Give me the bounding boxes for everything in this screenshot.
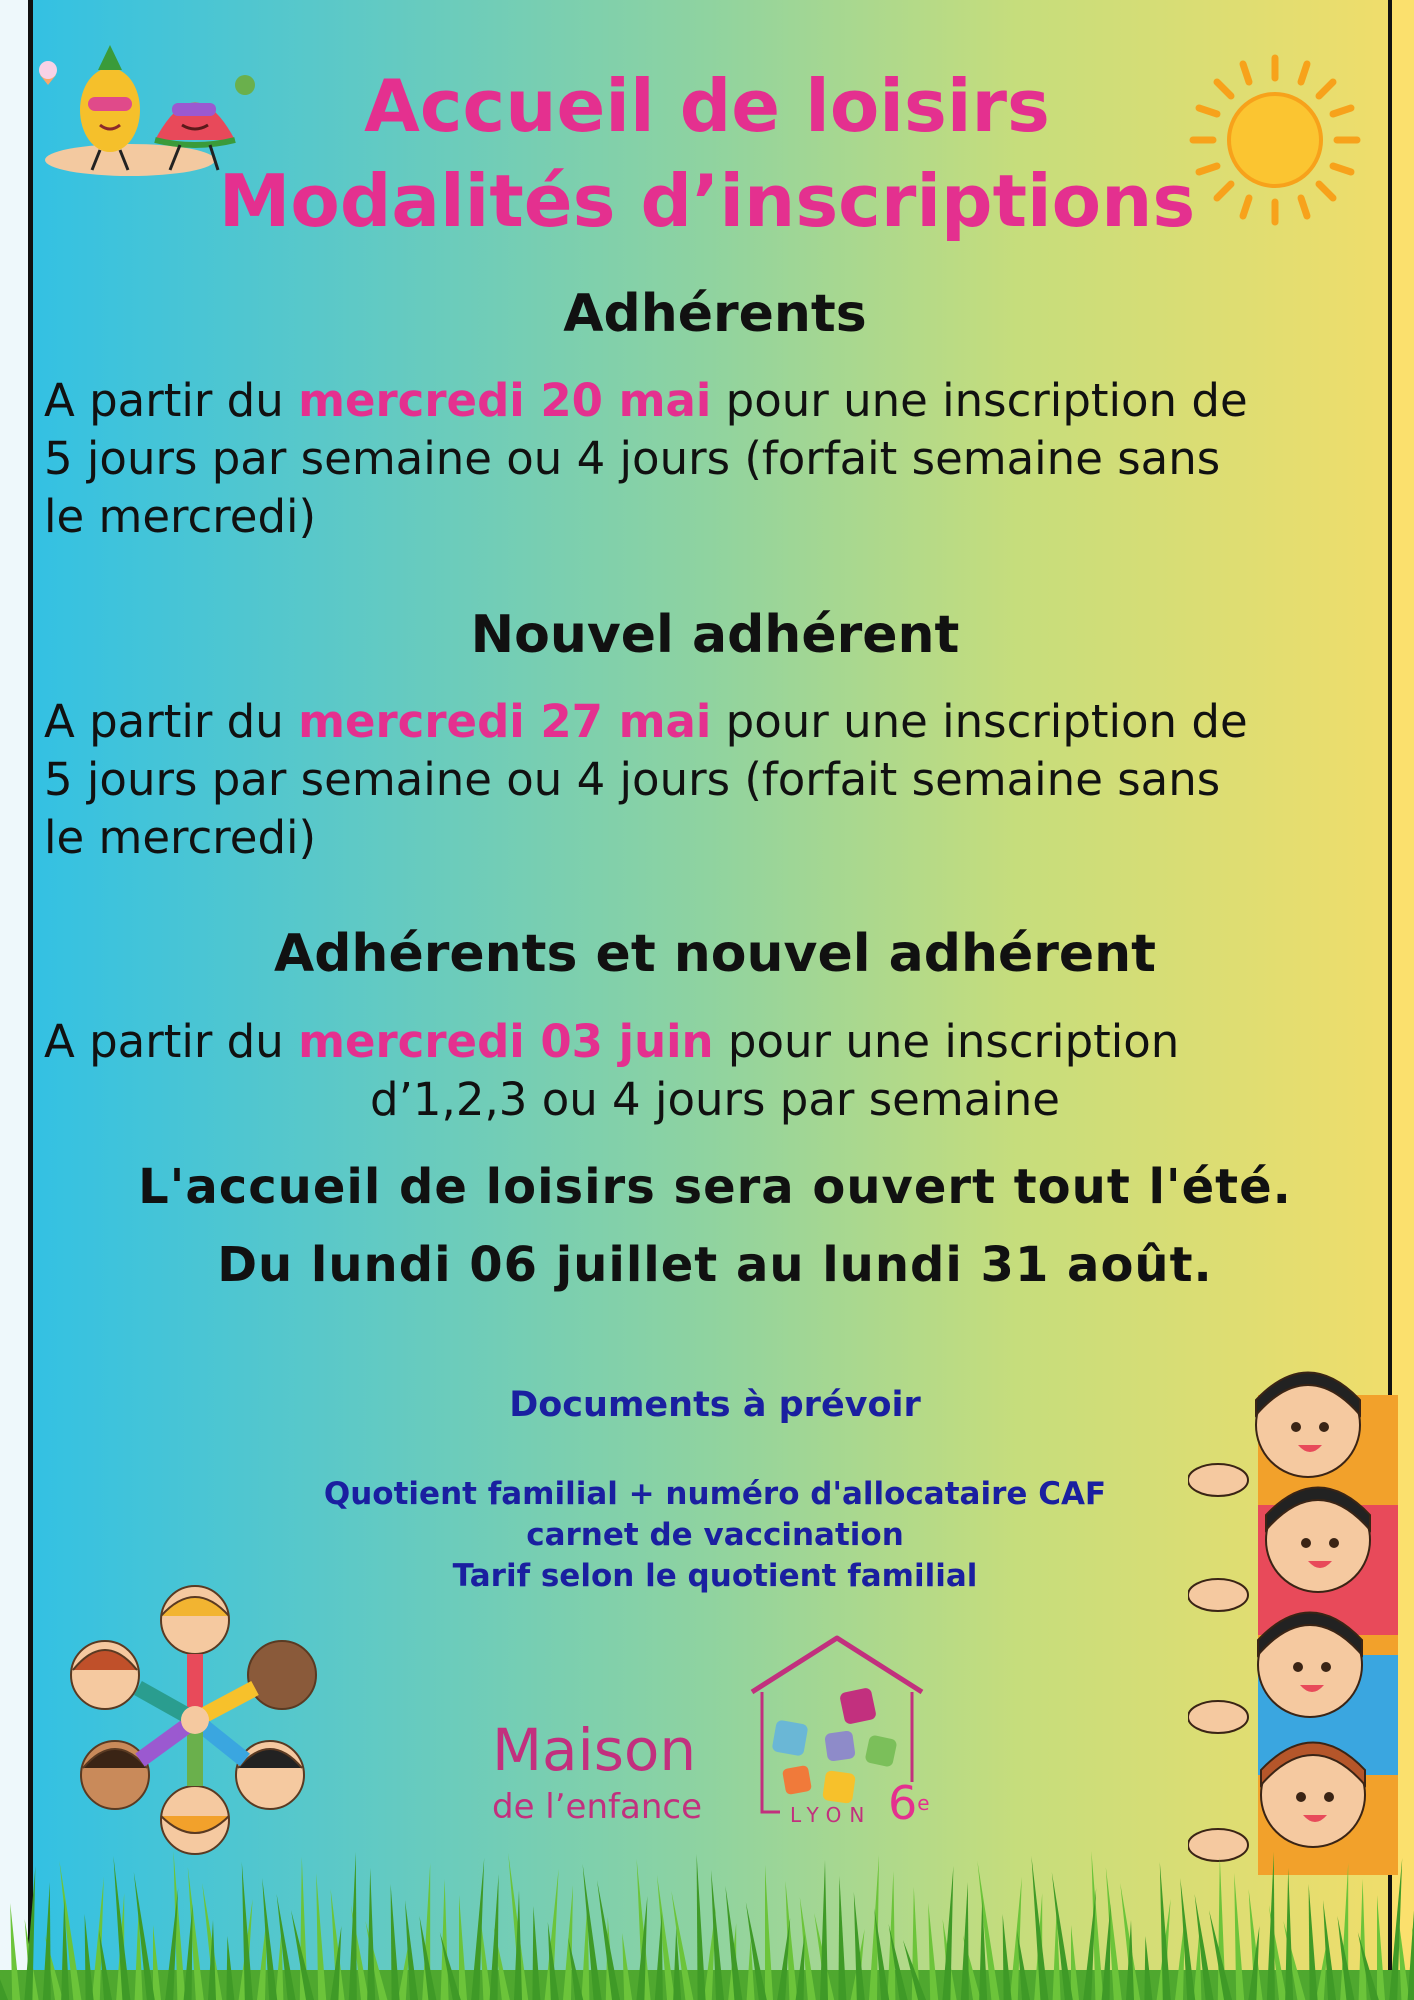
section-line: 5 jours par semaine ou 4 jours (forfait semaine sans [44, 753, 1221, 806]
children-circle-illustration [60, 1580, 330, 1860]
grass-blade [490, 1874, 499, 2000]
grass-blade [1309, 1884, 1318, 2000]
logo-text-de-l-enfance: de l’enfance [492, 1787, 702, 1827]
section-line: le mercredi) [44, 811, 317, 864]
text-prefix: A partir du [44, 1015, 299, 1068]
section-text-nouvel-adherent [44, 693, 1394, 867]
section-line: le mercredi) [44, 490, 317, 543]
highlight-date: mercredi 03 juin [298, 1015, 714, 1068]
text-prefix: A partir du [44, 695, 299, 748]
logo-arrondissement-suffix: e [917, 1791, 930, 1815]
text-rest: pour une inscription [713, 1015, 1180, 1068]
grass-blade [820, 1860, 828, 2000]
section-line [44, 1013, 1394, 1071]
grass-blade [85, 1914, 94, 2000]
highlight-date: mercredi 27 mai [298, 695, 712, 748]
grass-blade [532, 1906, 540, 2000]
text-rest: pour une inscription de [711, 695, 1248, 748]
section-text-adherents [44, 372, 1394, 546]
documents-item: carnet de vaccination [526, 1517, 904, 1553]
section-heading-adherents: Adhérents [563, 284, 867, 344]
logo-text-lyon: LYON [790, 1803, 873, 1827]
documents-title: Documents à prévoir [509, 1385, 921, 1425]
text-rest: pour une inscription de [711, 374, 1248, 427]
grass-blade [655, 1912, 663, 2000]
grass-blade [765, 1865, 773, 2000]
grass-blade [391, 1884, 400, 2000]
grass-blade [1144, 1936, 1152, 2000]
section-heading-adherents-et-nouvel: Adhérents et nouvel adhérent [273, 924, 1157, 984]
grass-blade [838, 1876, 846, 2000]
grass-blade [349, 1852, 357, 2000]
grass-illustration [0, 1820, 1414, 2000]
grass-blade [1267, 1852, 1275, 2000]
section-text-adherents-et-nouvel [44, 1013, 1394, 1071]
grass-blade [961, 1882, 969, 2000]
section-line [44, 693, 1394, 751]
summer-dates: Du lundi 06 juillet au lundi 31 août. [217, 1237, 1213, 1293]
highlight-date: mercredi 20 mai [298, 374, 712, 427]
documents-item: Quotient familial + numéro d'allocataire CAF [323, 1476, 1107, 1512]
grass-blade [1377, 1895, 1385, 2000]
grass-blade [43, 1882, 51, 2000]
waving-children-illustration [1188, 1355, 1398, 1895]
grass-blade [184, 1904, 193, 2000]
grass-blade [459, 1895, 467, 2000]
summer-open-notice: L'accueil de loisirs sera ouvert tout l'été. [138, 1159, 1292, 1215]
section-line [44, 372, 1394, 430]
grass-blade [226, 1936, 234, 2000]
grass-blade [697, 1854, 706, 2000]
grass-blade [1071, 1925, 1079, 2000]
title-line-2: Modalités d’inscriptions [218, 159, 1196, 243]
logo-arrondissement-number: 6 [888, 1776, 918, 1830]
grass-blade [1003, 1914, 1012, 2000]
grass-blade [1102, 1904, 1111, 2000]
text-prefix: A partir du [44, 374, 299, 427]
documents-item: Tarif selon le quotient familial [452, 1558, 978, 1594]
grass-blade [153, 1925, 161, 2000]
title-line-1: Accueil de loisirs [364, 64, 1050, 148]
logo-text-maison: Maison [492, 1716, 697, 1784]
grass-blade [796, 1934, 805, 2000]
section-line-centered: d’1,2,3 ou 4 jours par semaine [370, 1073, 1060, 1126]
section-line: 5 jours par semaine ou 4 jours (forfait semaine sans [44, 432, 1221, 485]
section-heading-nouvel-adherent: Nouvel adhérent [470, 605, 960, 665]
